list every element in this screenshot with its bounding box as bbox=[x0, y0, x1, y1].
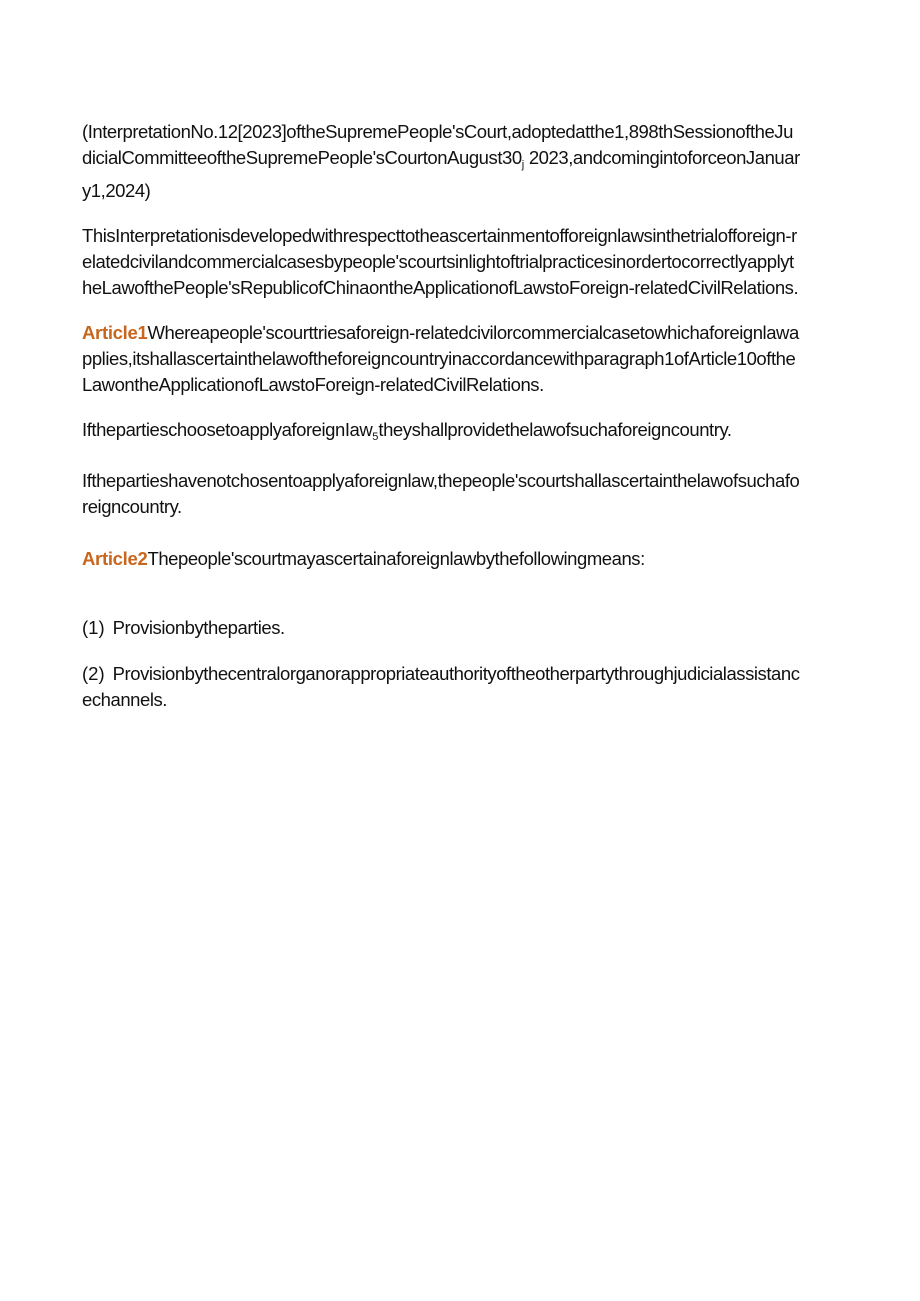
article-1-text: Whereapeople'scourttriesaforeign-relatedcivilorcommercialcasetowhichaforeignlawapplies,itshallascertainthelawoftheforeigncountryinaccordancewithparagraph1ofArticle10oftheLawontheApplicationofLawstoForeign-relatedCivilRelations. bbox=[82, 322, 799, 395]
article-1-paragraph bbox=[82, 320, 802, 398]
parties-choose-subscript: 5 bbox=[372, 431, 379, 443]
document-page bbox=[82, 119, 802, 713]
parties-not-choose-paragraph: Ifthepartieshavenotchosentoapplyaforeignlaw,thepeople'scourtshallascertainthelawofsuchaforeigncountry. bbox=[82, 470, 800, 517]
parties-choose-tail: theyshallprovidethelawofsuchaforeigncountry. bbox=[378, 419, 732, 440]
intro-paragraph: ThisInterpretationisdevelopedwithrespecttotheascertainmentofforeignlawsinthetrialofforeign-relatedcivilandcommercialcasesbypeople'scourtsinlightoftrialpracticesinordertocorrectlyapplytheLawofthePeople'sRepublicofChinaontheApplicationofLawstoForeign-relatedCivilRelations. bbox=[82, 225, 799, 298]
means-item-2 bbox=[82, 661, 802, 713]
means-item-2-text: Provisionbythecentralorganorappropriateauthorityoftheotherpartythroughjudicialassistancechannels. bbox=[82, 663, 800, 710]
means-item-2-number: (2) bbox=[82, 663, 105, 684]
note-subscript: j bbox=[521, 159, 525, 171]
article-2-heading: Article2 bbox=[82, 548, 148, 569]
parties-choose-paragraph bbox=[82, 417, 802, 450]
article-2-text: Thepeople'scourtmayascertainaforeignlawbythefollowingmeans: bbox=[147, 548, 645, 569]
means-item-1-number: (1) bbox=[82, 617, 105, 638]
interpretation-note bbox=[82, 119, 802, 204]
parties-choose-text: IfthepartieschoosetoapplyaforeignIaw bbox=[82, 419, 373, 440]
note-text: (InterpretationNo.12[2023]oftheSupremePeople'sCourt,adoptedatthe1,898thSessionoftheJudicialCommitteeoftheSupremePeople'sCourtonAugust30 bbox=[82, 121, 793, 168]
means-item-1-text: Provisionbytheparties. bbox=[112, 617, 285, 638]
means-item-1 bbox=[82, 615, 802, 641]
article-2-paragraph bbox=[82, 546, 802, 572]
note-tail: 2023,andcomingintoforceonJanuary1,2024) bbox=[82, 147, 800, 201]
article-1-heading: Article1 bbox=[82, 322, 148, 343]
